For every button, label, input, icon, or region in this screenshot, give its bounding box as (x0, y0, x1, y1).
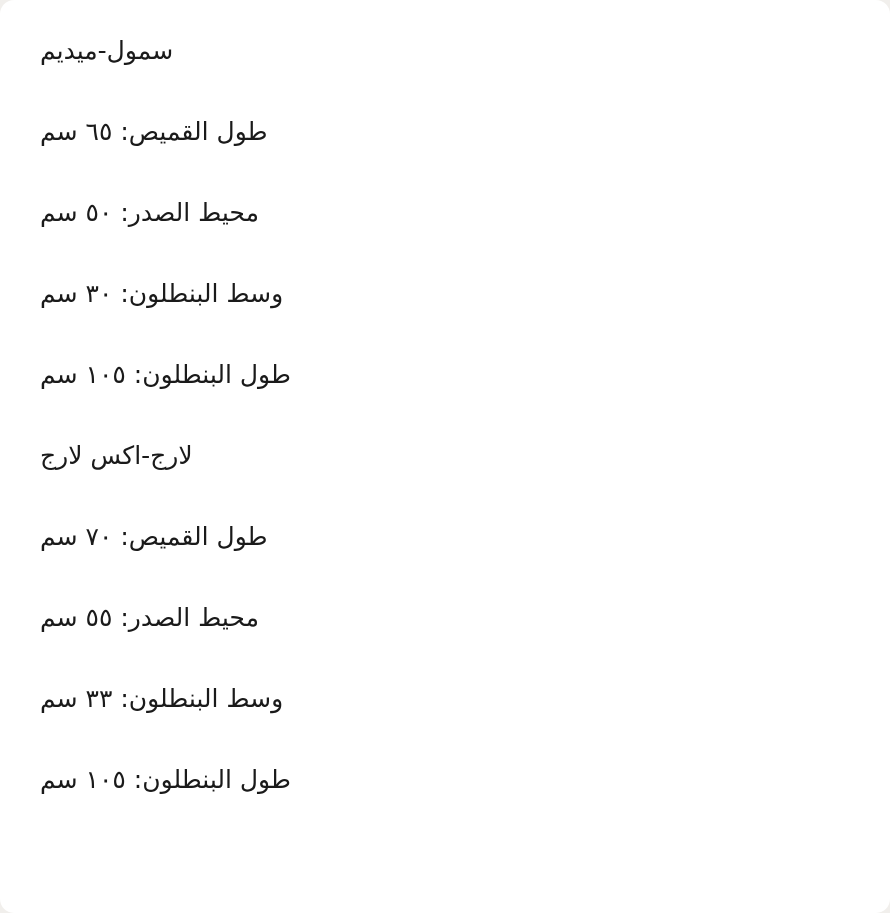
pants-waist-line: وسط البنطلون: ٣٣ سم (40, 684, 284, 713)
shirt-length-line: طول القميص: ٧٠ سم (40, 522, 268, 551)
chest-width-line: محيط الصدر: ٥٠ سم (40, 198, 259, 227)
size-chart-text (40, 30, 640, 840)
chest-width-line: محيط الصدر: ٥٥ سم (40, 603, 259, 632)
pants-waist-line: وسط البنطلون: ٣٠ سم (40, 279, 284, 308)
size-group-title-large-xlarge: لارج-اكس لارج (40, 441, 193, 470)
pants-length-line: طول البنطلون: ١٠٥ سم (40, 765, 291, 794)
size-group-title-small-medium: سمول-ميديم (40, 36, 174, 65)
pants-length-line: طول البنطلون: ١٠٥ سم (40, 360, 291, 389)
shirt-length-line: طول القميص: ٦٥ سم (40, 117, 268, 146)
